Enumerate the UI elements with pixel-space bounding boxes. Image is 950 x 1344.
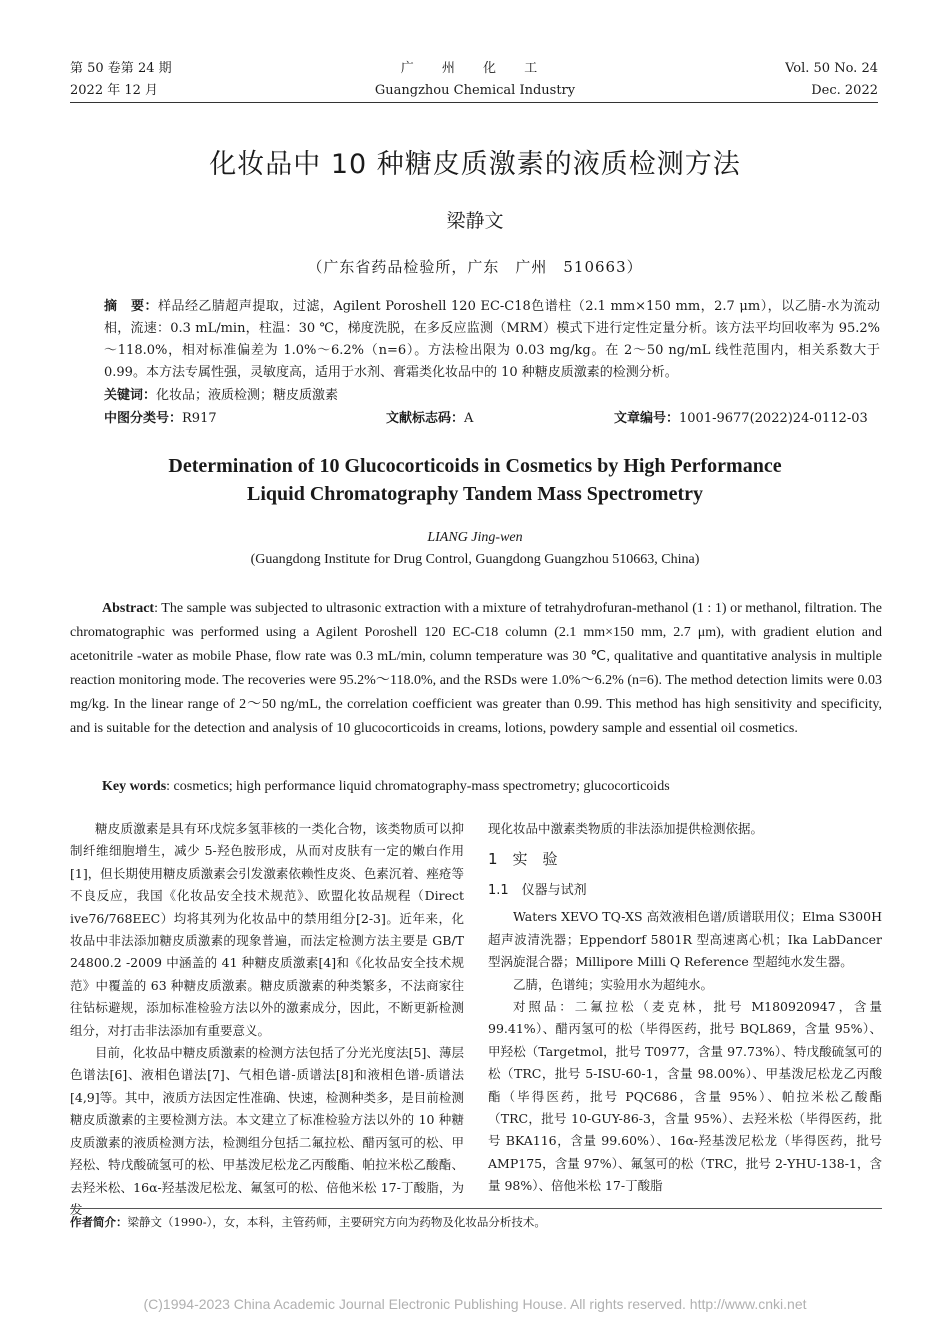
keywords-en-text: : cosmetics; high performance liquid chromatography-mass spectrometry; glucocorticoids — [166, 779, 670, 794]
instruments-paragraph: Waters XEVO TQ-XS 高效液相色谱/质谱联用仪；Elma S300H 超声波清洗器；Eppendorf 5801R 型高速离心机；Ika LabDancer 型涡旋混合器；Millipore Milli Q Reference 型超纯水发生器。 — [488, 909, 882, 970]
abstract-cn-label: 摘 要： — [104, 299, 158, 314]
header-date-cn: 2022 年 12 月 — [70, 83, 159, 98]
footnote-divider — [70, 1208, 882, 1209]
paper-title-en — [0, 452, 950, 508]
affiliation-cn: （广东省药品检验所，广东 广州 510663） — [307, 258, 643, 276]
paper-title-cn: 化妆品中 10 种糖皮质激素的液质检测方法 — [209, 149, 741, 180]
clc-value: R917 — [182, 411, 217, 426]
subsection-heading-instruments: 1.1 仪器与试剂 — [488, 883, 587, 899]
title-en-line1: Determination of 10 Glucocorticoids in Cosmetics by High Performance — [168, 455, 782, 477]
doc-label: 文献标志码： — [386, 411, 465, 426]
author-footnote — [70, 1212, 546, 1232]
standards-paragraph: 对照品：二氟拉松（麦克林，批号 M180920947，含量 99.41%）、醋丙氢可的松（毕得医药，批号 BQL869，含量 95%）、甲羟松（Targetmol，批号 T0977，含量 97.73%）、特戊酸硫氢可的松（TRC，批号 5-ISU-60-1，含量 98.00%）、甲基泼尼松龙乙丙酸酯（毕得医药，批号 PQC686，含量 95%）、帕拉米松乙酸酯（TRC，批号 10-GUY-86-3，含量 95%）、去羟米松（毕得医药，批号 BKA116，含量 99.60%）、16α-羟基泼尼松龙（毕得医药，批号 AMP175，含量 97%）、氟氢可的松（TRC，批号 2-YHU-138-1，含量 98%）、倍他米松 17-丁酸脂 — [488, 999, 882, 1194]
header-volume-en — [785, 58, 878, 102]
article-label: 文章编号： — [614, 411, 680, 426]
cnki-watermark: (C)1994-2023 China Academic Journal Electronic Publishing House. All rights reserved. http://www.cnki.net — [143, 1296, 807, 1312]
article-number — [614, 408, 868, 430]
abstract-en-text: : The sample was subjected to ultrasonic extraction with a mixture of tetrahydrofuran-methanol (1 : 1) or methanol, filtration. The chromatographic was performed using a Agilent Poroshell 120 EC-C18 column (2.1 mm×150 mm, 2.7 μm), with gradient elution and acetonitrile -water as mobile Phase, flow rate was 0.3 mL/min, column temperature was 30 ℃, qualitative and quantitative analysis in multiple reaction monitoring mode. The recoveries were 95.2%～118.0%, and the RSDs were 1.0%～6.2% (n=6). The method detection limits were 0.03 mg/kg. In the linear range of 2～50 ng/mL, the correlation coefficient was greater than 0.99. This method has high sensitivity and specificity, and is suitable for the detection and analysis of 10 glucocorticoids in creams, lotions, powdery sample and essential oil cosmetics. — [70, 601, 882, 736]
doc-value: A — [464, 411, 474, 426]
abstract-cn — [104, 296, 880, 384]
author-cn: 梁静文 — [446, 210, 504, 232]
title-en-line2: Liquid Chromatography Tandem Mass Spectrometry — [247, 483, 703, 505]
abstract-en-label: Abstract — [102, 601, 155, 616]
keywords-cn — [104, 385, 338, 407]
header-vol-no: Vol. 50 No. 24 — [785, 61, 878, 76]
footnote-text: 梁静文（1990-），女，本科，主管药师，主要研究方向为药物及化妆品分析技术。 — [127, 1215, 546, 1229]
header-volume: 第 50 卷第 24 期 — [70, 61, 172, 76]
header-journal-cn: 广 州 化 工 — [400, 61, 550, 76]
article-value: 1001-9677(2022)24-0112-03 — [679, 411, 868, 426]
keywords-en — [102, 776, 670, 798]
intro-paragraph-1: 糖皮质激素是具有环戊烷多氢菲核的一类化合物，该类物质可以抑制纤维细胞增生，减少 5-羟色胺形成，从而对皮肤有一定的嫩白作用[1]，但长期使用糖皮质激素会引发激素依赖性皮炎、色素沉着、痤疮等不良反应，我国《化妆品安全技术规范》、欧盟化妆品规程（Direct ive76/768EEC）均将其列为化妆品中的禁用组分[2-3]。近年来，化妆品中非法添加糖皮质激素的现象普遍，而法定检测方法主要是 GB/T 24800.2 -2009 中涵盖的 41 种糖皮质激素[4]和《化妆品安全技术规范》中覆盖的 63 种糖皮质激素。糖皮质激素的种类繁多，不法商家往往钻标避规，添加标准检验方法以外的激素成分，因此，不断更新检测组分，对打击非法添加有重要意义。 — [70, 821, 464, 1038]
keywords-en-label: Key words — [102, 779, 167, 794]
clc-number — [104, 408, 217, 430]
body-column-left — [70, 818, 464, 1221]
header-divider — [70, 102, 878, 103]
keywords-cn-text: 化妆品；液质检测；糖皮质激素 — [156, 388, 339, 403]
intro-paragraph-2: 目前，化妆品中糖皮质激素的检测方法包括了分光光度法[5]、薄层色谱法[6]、液相色谱法[7]、气相色谱-质谱法[8]和液相色谱-质谱法[4,9]等。其中，液质方法因定性准确、快速，检测种类多，是目前检测糖皮质激素的主要检测方法。本文建立了标准检验方法以外的 10 种糖皮质激素的液质检测方法，检测组分包括二氟拉松、醋丙氢可的松、甲羟松、特戊酸硫氢可的松、甲基泼尼松龙乙丙酸酯、帕拉米松乙酸酯、去羟米松、16α-羟基泼尼松龙、氟氢可的松、倍他米松 17-丁酸脂，为发 — [70, 1045, 464, 1217]
abstract-cn-text: 样品经乙腈超声提取，过滤，Agilent Poroshell 120 EC-C18色谱柱（2.1 mm×150 mm，2.7 μm），以乙腈-水为流动相，流速：0.3 mL/min，柱温：30 ℃，梯度洗脱，在多反应监测（MRM）模式下进行定性定量分析。该方法平均回收率为 95.2%～118.0%，相对标准偏差为 1.0%～6.2%（n=6）。方法检出限为 0.03 mg/kg。在 2～50 ng/mL 线性范围内，相关系数大于 0.99。本方法专属性强，灵敏度高，适用于水剂、膏霜类化妆品中的 10 种糖皮质激素的检测分析。 — [104, 299, 880, 380]
section-heading-experiment: 1 实 验 — [488, 850, 558, 869]
footnote-label: 作者简介： — [70, 1215, 128, 1229]
clc-label: 中图分类号： — [104, 411, 183, 426]
abstract-en — [70, 597, 882, 741]
header-date-en: Dec. 2022 — [811, 83, 878, 98]
intro-paragraph-2-cont: 现化妆品中激素类物质的非法添加提供检测依据。 — [488, 821, 764, 836]
header-journal-en: Guangzhou Chemical Industry — [374, 83, 576, 98]
author-en: LIANG Jing-wen — [427, 530, 523, 545]
reagents-paragraph: 乙腈，色谱纯；实验用水为超纯水。 — [513, 976, 714, 992]
body-column-right — [488, 818, 882, 1198]
document-code — [386, 408, 473, 430]
affiliation-en: (Guangdong Institute for Drug Control, Guangdong Guangzhou 510663, China) — [250, 552, 700, 567]
keywords-cn-label: 关键词： — [104, 388, 157, 403]
